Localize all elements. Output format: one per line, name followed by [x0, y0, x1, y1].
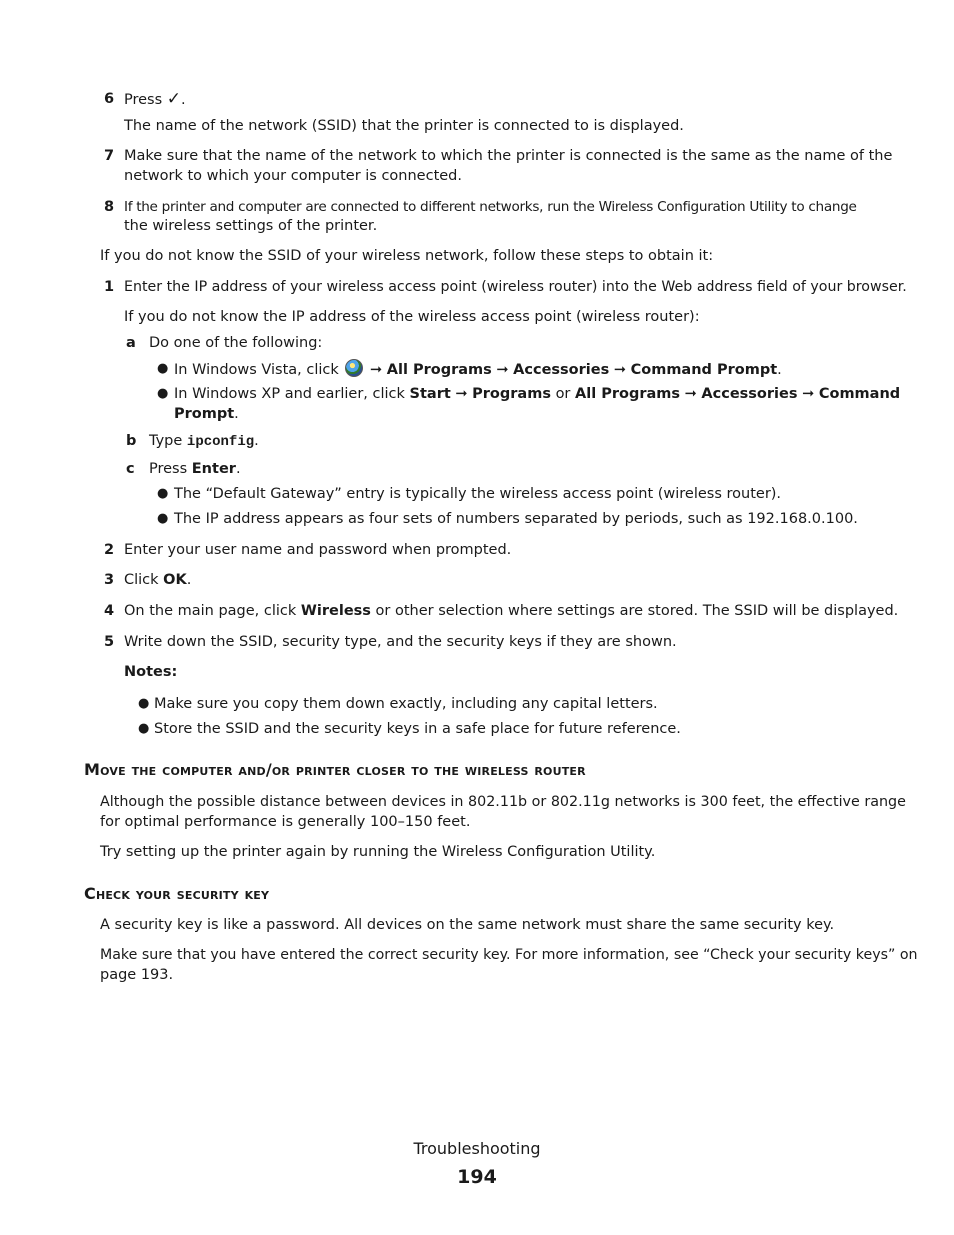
- step-number: 1: [104, 279, 115, 295]
- step-number: 6: [104, 91, 115, 107]
- xp-instruction-line1: In Windows XP and earlier, click Start ➞ Programs or All Programs ➞ Accessories ➞ Command: [174, 386, 901, 402]
- check-key-p2-line1: Make sure that you have entered the correct security key. For more information, see “Check your security keys” on: [100, 947, 918, 963]
- ip-format-note: The IP address appears as four sets of numbers separated by periods, such as 192.168.0.100.: [174, 511, 858, 527]
- right-arrow-icon: ➞: [370, 362, 383, 378]
- substep-letter: a: [126, 335, 136, 351]
- step-number: 5: [104, 634, 115, 650]
- step-3-text: Click OK.: [124, 572, 192, 588]
- substep-a-text: Do one of the following:: [149, 335, 323, 351]
- bullet-icon: ●: [138, 721, 150, 736]
- step-number: 8: [104, 199, 115, 215]
- move-closer-p1-line1: Although the possible distance between devices in 802.11b or 802.11g networks is 300 feet, the effective range: [100, 794, 906, 810]
- notes-label: Notes:: [124, 664, 178, 680]
- step-7-line1: Make sure that the name of the network to which the printer is connected is the same as the name of the: [124, 148, 893, 164]
- command-ipconfig: ipconfig: [186, 434, 255, 450]
- ssid-intro: If you do not know the SSID of your wireless network, follow these steps to obtain it:: [100, 248, 714, 264]
- check-key-p2-line2: page 193.: [100, 967, 174, 983]
- section-heading-check-key: Check your security key: [84, 884, 270, 903]
- right-arrow-icon: ➞: [684, 386, 697, 402]
- step-1-sub: If you do not know the IP address of the wireless access point (wireless router):: [124, 309, 700, 325]
- bullet-icon: ●: [157, 386, 169, 401]
- step-8-line1: If the printer and computer are connected to different networks, run the Wireless Configuration Utility to change: [124, 199, 857, 215]
- page-number: 194: [457, 1166, 497, 1188]
- move-closer-p2: Try setting up the printer again by running the Wireless Configuration Utility.: [100, 844, 656, 860]
- substep-letter: c: [126, 461, 135, 477]
- section-heading-move-closer: Move the computer and/or printer closer to the wireless router: [84, 760, 586, 779]
- note-item: Make sure you copy them down exactly, including any capital letters.: [154, 696, 658, 712]
- step-6-text: Press ✓.: [124, 89, 186, 109]
- step-7-line2: network to which your computer is connected.: [124, 168, 462, 184]
- bullet-icon: ●: [157, 511, 169, 526]
- step-number: 2: [104, 542, 115, 558]
- substep-c-text: Press Enter.: [149, 461, 241, 477]
- right-arrow-icon: ➞: [802, 386, 815, 402]
- right-arrow-icon: ➞: [613, 362, 626, 378]
- step-2-text: Enter your user name and password when prompted.: [124, 542, 512, 558]
- check-key-p1: A security key is like a password. All devices on the same network must share the same security key.: [100, 917, 835, 933]
- step-number: 4: [104, 603, 115, 619]
- substep-letter: b: [126, 433, 137, 449]
- gateway-note: The “Default Gateway” entry is typically the wireless access point (wireless router).: [174, 486, 782, 502]
- substep-b-text: Type ipconfig.: [149, 433, 259, 450]
- step-number: 7: [104, 148, 115, 164]
- windows-start-orb-icon: [345, 359, 363, 377]
- step-4-text: On the main page, click Wireless or other selection where settings are stored. The SSID will be displayed.: [124, 603, 899, 619]
- step-number: 3: [104, 572, 115, 588]
- bullet-icon: ●: [157, 486, 169, 501]
- move-closer-p1-line2: for optimal performance is generally 100–150 feet.: [100, 814, 471, 830]
- step-8-line2: the wireless settings of the printer.: [124, 218, 378, 234]
- step-1-text: Enter the IP address of your wireless access point (wireless router) into the Web address field of your browser.: [124, 279, 907, 295]
- right-arrow-icon: ➞: [455, 386, 468, 402]
- bullet-icon: ●: [138, 696, 150, 711]
- check-icon: ✓: [166, 89, 182, 109]
- right-arrow-icon: ➞: [496, 362, 509, 378]
- step-5-text: Write down the SSID, security type, and the security keys if they are shown.: [124, 634, 677, 650]
- note-item: Store the SSID and the security keys in a safe place for future reference.: [154, 721, 681, 737]
- vista-instruction: In Windows Vista, click ➞ All Programs ➞ Accessories ➞ Command Prompt.: [174, 359, 782, 380]
- step-6-desc: The name of the network (SSID) that the printer is connected to is displayed.: [124, 118, 684, 134]
- bullet-icon: ●: [157, 361, 169, 376]
- xp-instruction-line2: Prompt.: [174, 406, 239, 422]
- footer-chapter-title: Troubleshooting: [413, 1139, 541, 1158]
